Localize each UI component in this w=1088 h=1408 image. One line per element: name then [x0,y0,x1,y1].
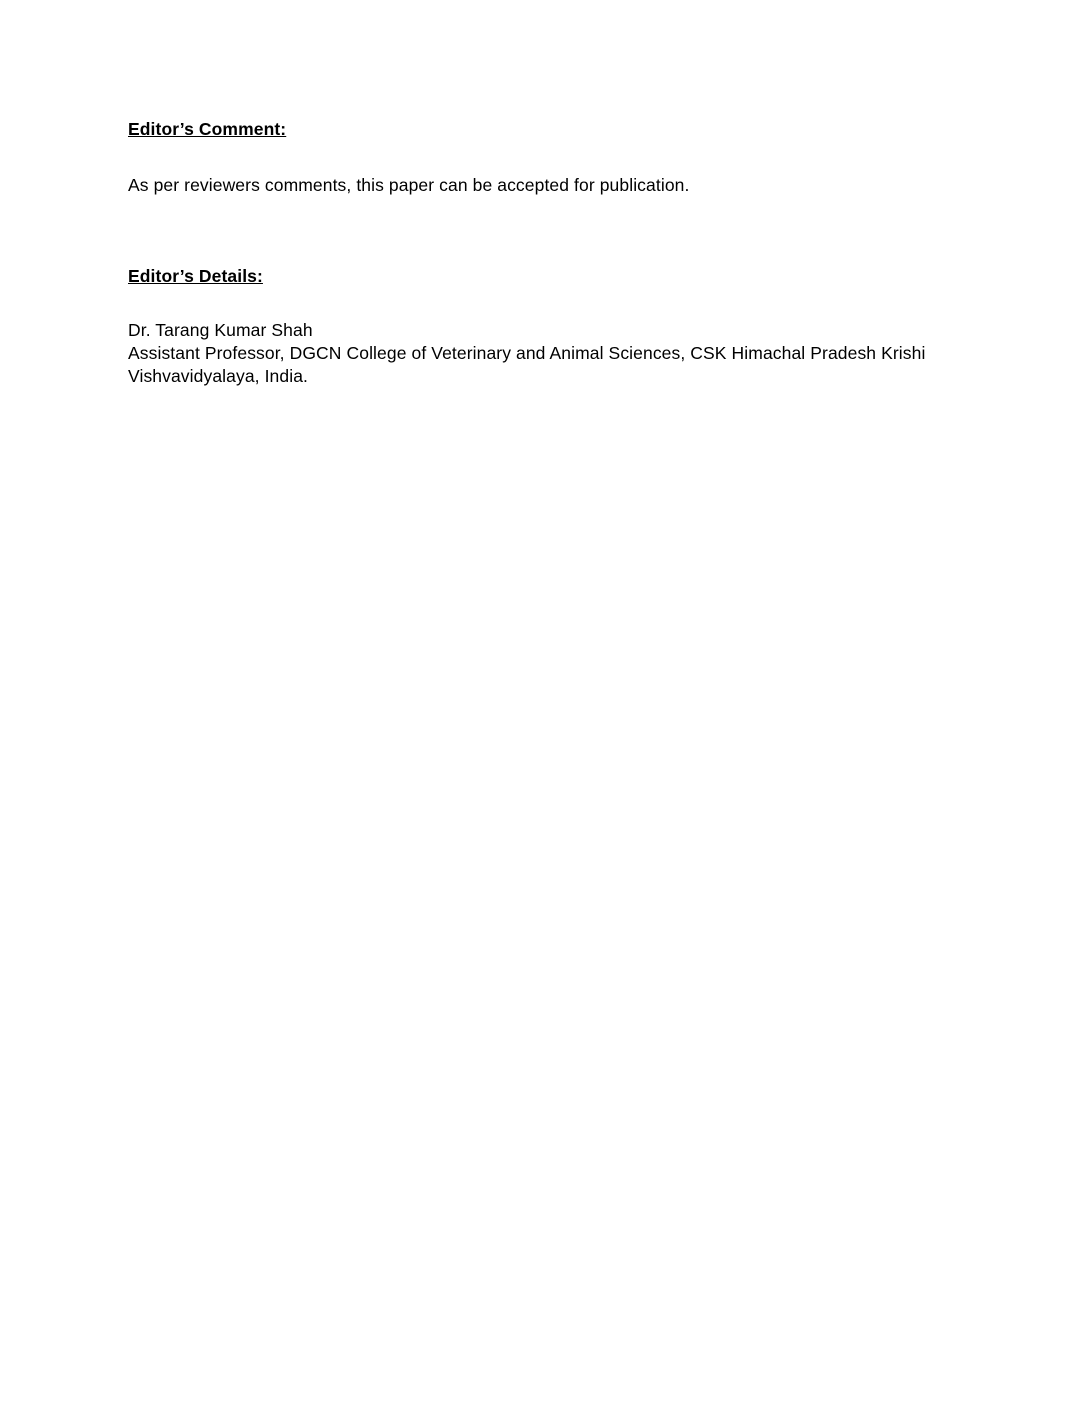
editors-details-block [128,319,948,388]
spacer [128,142,948,174]
editors-comment-body: As per reviewers comments, this paper can be accepted for publication. [128,174,690,195]
editor-affiliation-line-1: Assistant Professor, DGCN College of Veterinary and Animal Sciences, CSK Himachal Pradesh Krishi [128,342,926,363]
document-content [128,118,948,388]
editor-name: Dr. Tarang Kumar Shah [128,319,313,340]
spacer [128,197,948,265]
editors-details-heading: Editor’s Details: [128,266,263,287]
spacer [128,289,948,319]
editors-comment-heading: Editor’s Comment: [128,119,287,139]
editor-affiliation-line-2: Vishvavidyalaya, India. [128,366,308,387]
